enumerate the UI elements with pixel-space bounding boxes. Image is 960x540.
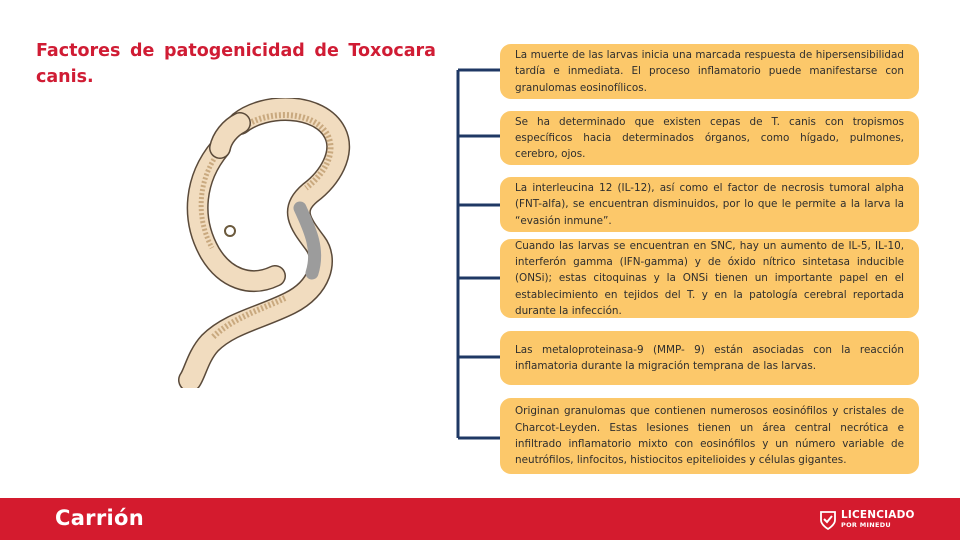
footer-bar bbox=[0, 498, 960, 540]
page-title: Factores de patogenicidad de Toxocara canis. bbox=[36, 41, 436, 87]
factor-card-5 bbox=[500, 331, 919, 385]
factor-card-3 bbox=[500, 177, 919, 232]
brand-name: Carrión bbox=[55, 506, 144, 530]
factor-card-text: Las metaloproteinasa-9 (MMP- 9) están asociadas con la reacción inflamatoria durante la migración temprana de las larvas. bbox=[515, 343, 904, 372]
factor-card-4 bbox=[500, 239, 919, 318]
factor-card-2 bbox=[500, 111, 919, 165]
minedu-logo bbox=[820, 508, 915, 532]
check-badge-icon bbox=[820, 510, 836, 530]
factor-card-text: La interleucina 12 (IL-12), así como el factor de necrosis tumoral alpha (FNT-alfa), se encuentran disminuidos, por lo que le permite a la larva la “evasión inmune”. bbox=[515, 182, 904, 227]
logo-line1: LICENCIADO bbox=[841, 509, 915, 521]
factor-card-6 bbox=[500, 398, 919, 474]
factor-card-text: La muerte de las larvas inicia una marcada respuesta de hipersensibilidad tardía e inmediata. El proceso inflamatorio puede manifestarse con granulomas eosinofílicos. bbox=[515, 49, 904, 94]
factor-card-text: Originan granulomas que contienen numerosos eosinófilos y cristales de Charcot-Leyden. Estas lesiones tienen un área central necrótica e infiltrado inflamatorio mixto con eosinófilos y un número variable de neutrófilos, linfocitos, histiocitos epitelioides y células gigantes. bbox=[515, 405, 904, 467]
factor-card-1 bbox=[500, 44, 919, 99]
factor-card-text: Cuando las larvas se encuentran en SNC, hay un aumento de IL-5, IL-10, interferón gamma (IFN-gamma) y de óxido nítrico sintetasa inducible (ONSi); estas citoquinas y la ONSi tienen un importante papel en el establecimiento en tejidos del T. y en la patología cerebral reportada durante la infección. bbox=[515, 239, 904, 317]
factor-card-text: Se ha determinado que existen cepas de T. canis con tropismos específicos hacia determinados órganos, como hígado, pulmones, cerebro, ojos. bbox=[515, 115, 904, 161]
logo-line2: POR MINEDU bbox=[841, 521, 891, 529]
